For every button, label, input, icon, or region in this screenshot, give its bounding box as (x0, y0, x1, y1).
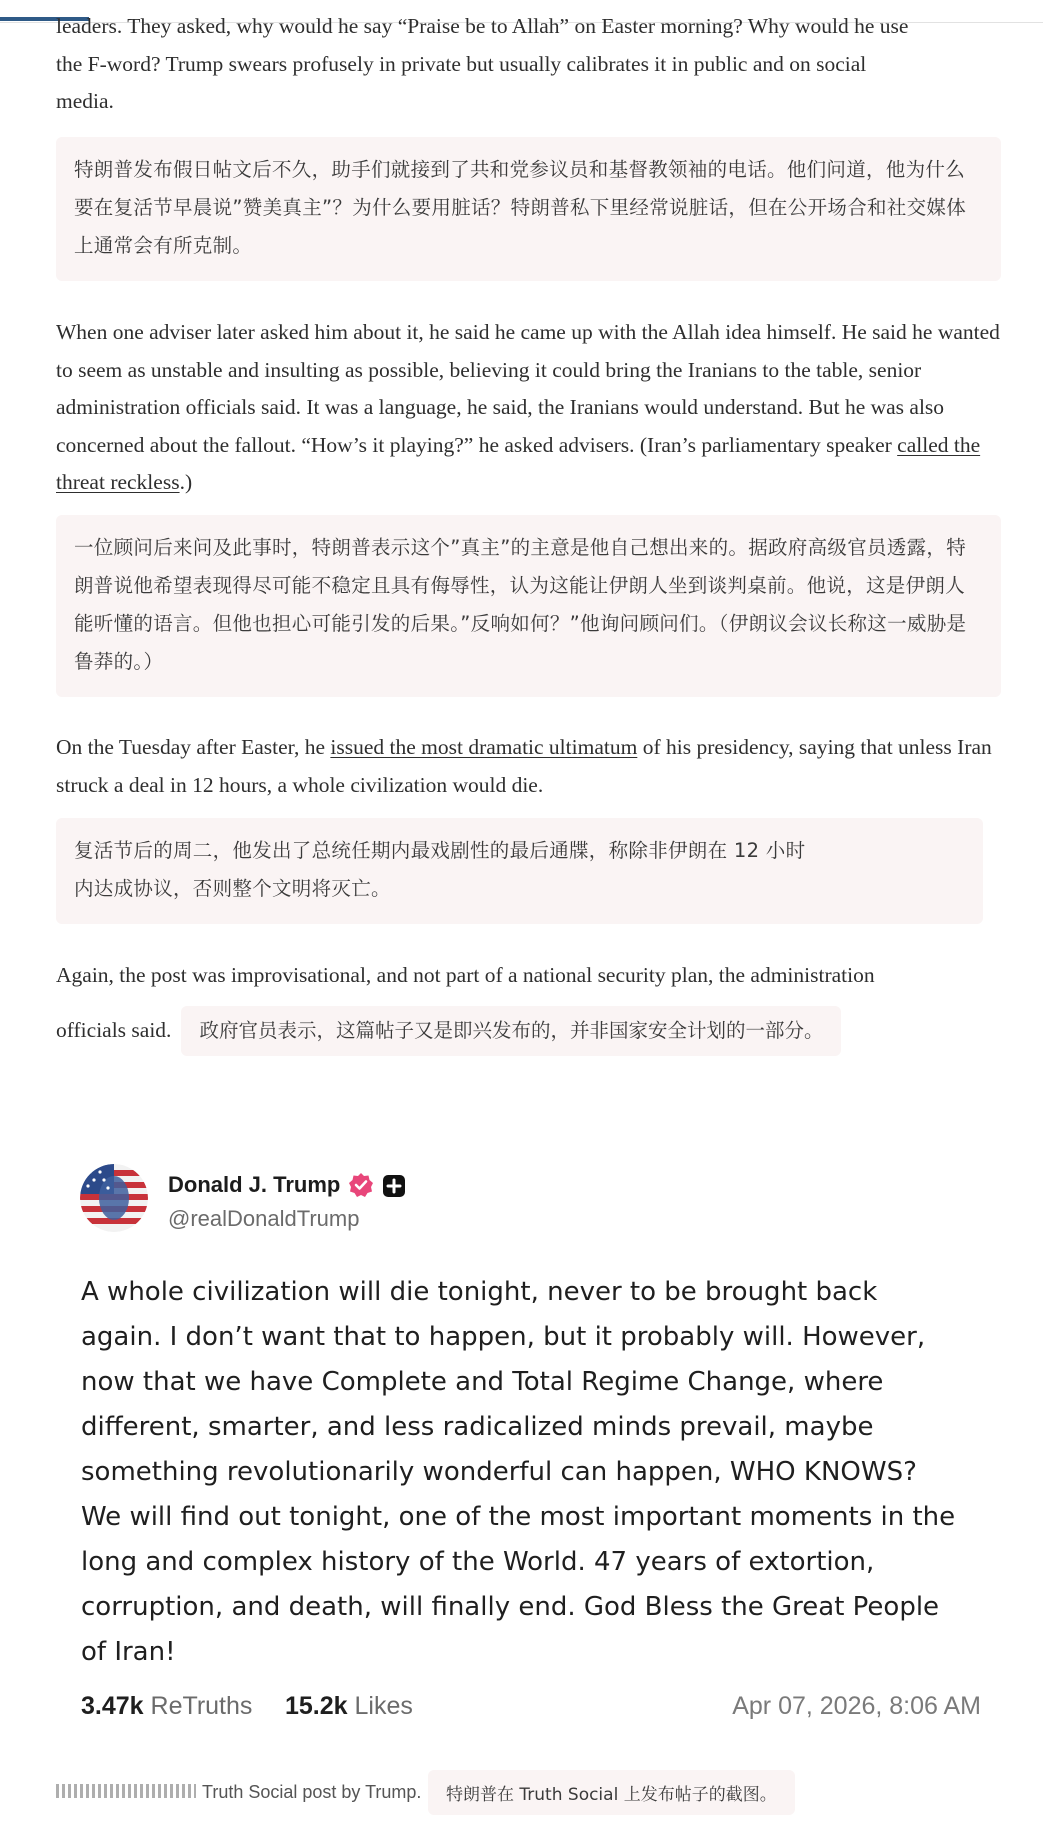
translation-inline-4: 政府官员表示，这篇帖子又是即兴发布的，并非国家安全计划的一部分。 (181, 1006, 841, 1056)
translation-block-2: 一位顾问后来问及此事时，特朗普表示这个”真主”的主意是他自己想出来的。据政府高级官员透露，特朗普说他希望表现得尽可能不稳定且具有侮辱性，认为这能让伊朗人坐到谈判桌前。他说，这是伊朗人能听懂的语言。但他也担心可能引发的后果。”反响如何？”他询问顾问们。（伊朗议会议长称这一威胁是鲁莽的。） (56, 515, 1001, 697)
author-name[interactable]: Donald J. Trump (168, 1172, 341, 1197)
plus-square-icon (382, 1174, 406, 1198)
likes-count: 15.2k (285, 1692, 348, 1720)
verified-badge-icon (348, 1172, 374, 1198)
paragraph-4-line-1: Again, the post was improvisational, and not part of a national security plan, the administration (56, 963, 875, 987)
caption-text: Truth Social post by Trump. (202, 1782, 422, 1802)
post-text: A whole civilization will die tonight, never to be brought back again. I don’t want that to happen, but it probably will. However, now that we have Complete and Total Regime Change, where different, smarter, and less radicalized minds prevail, maybe something revolutionarily wonderful can happen, WHO KNOWS? We will find out tonight, one of the most important moments in the long and complex history of the World. 47 years of extortion, corruption, and death, will finally end. God Bless the Great People of Iran! (81, 1277, 956, 1667)
translation-block-1: 特朗普发布假日帖文后不久，助手们就接到了共和党参议员和基督教领袖的电话。他们问道，他为什么要在复活节早晨说”赞美真主”？为什么要用脏话？特朗普私下里经常说脏话，但在公开场合和社交媒体上通常会有所克制。 (56, 137, 1001, 281)
caption-translation: 特朗普在 Truth Social 上发布帖子的截图。 (428, 1770, 795, 1815)
paragraph-2-end: .) (179, 470, 193, 494)
paragraph-1-line: media. (56, 89, 114, 113)
translation-block-3: 复活节后的周二，他发出了总统任期内最戏剧性的最后通牒，称除非伊朗在 12 小时内达成协议，否则整个文明将灭亡。 (56, 818, 983, 924)
caption-credit-icon (56, 1784, 196, 1798)
paragraph-3 (56, 729, 1001, 804)
image-caption (56, 1770, 956, 1820)
paragraph-1-line: leaders. They asked, why would he say “Praise be to Allah” on Easter morning? Why would he use (56, 14, 909, 38)
paragraph-4-line-2 (56, 1006, 1001, 1056)
retruths-label: ReTruths (150, 1692, 253, 1720)
paragraph-3-text: On the Tuesday after Easter, he (56, 735, 331, 759)
retruths-count: 3.47k (81, 1692, 144, 1720)
link-called-threat-reckless[interactable]: called the threat reckless (56, 432, 981, 494)
paragraph-1 (56, 8, 1001, 121)
retruths-stat[interactable] (81, 1692, 252, 1721)
avatar (80, 1164, 148, 1232)
paragraph-1-line: the F-word? Trump swears profusely in private but usually calibrates it in public and on social (56, 51, 867, 76)
link-dramatic-ultimatum[interactable]: issued the most dramatic ultimatum (330, 735, 638, 759)
paragraph-2 (56, 314, 1001, 502)
likes-label: Likes (354, 1692, 413, 1720)
post-stats (81, 1692, 981, 1732)
paragraph-4-text: officials said. (56, 1018, 172, 1043)
paragraph-2-text: When one adviser later asked him about it, he said he came up with the Allah idea himself. He said he wanted to seem as unstable and insulting as possible, believing it could bring the Iranians to the table, senior administration officials said. It was a language, he said, the Iranians would understand. But he was also concerned about the fallout. “How’s it playing?” he asked advisers. (Iran’s parliamentary speaker (56, 320, 1000, 457)
likes-stat[interactable] (285, 1692, 413, 1721)
truth-social-post (56, 1120, 1001, 1770)
author-handle[interactable]: @realDonaldTrump (168, 1206, 360, 1231)
paragraph-3-end: of his presidency, saying that unless Iran struck a deal in 12 hours, a whole civilization would die. (56, 735, 992, 797)
post-date: Apr 07, 2026, 8:06 AM (732, 1692, 981, 1720)
